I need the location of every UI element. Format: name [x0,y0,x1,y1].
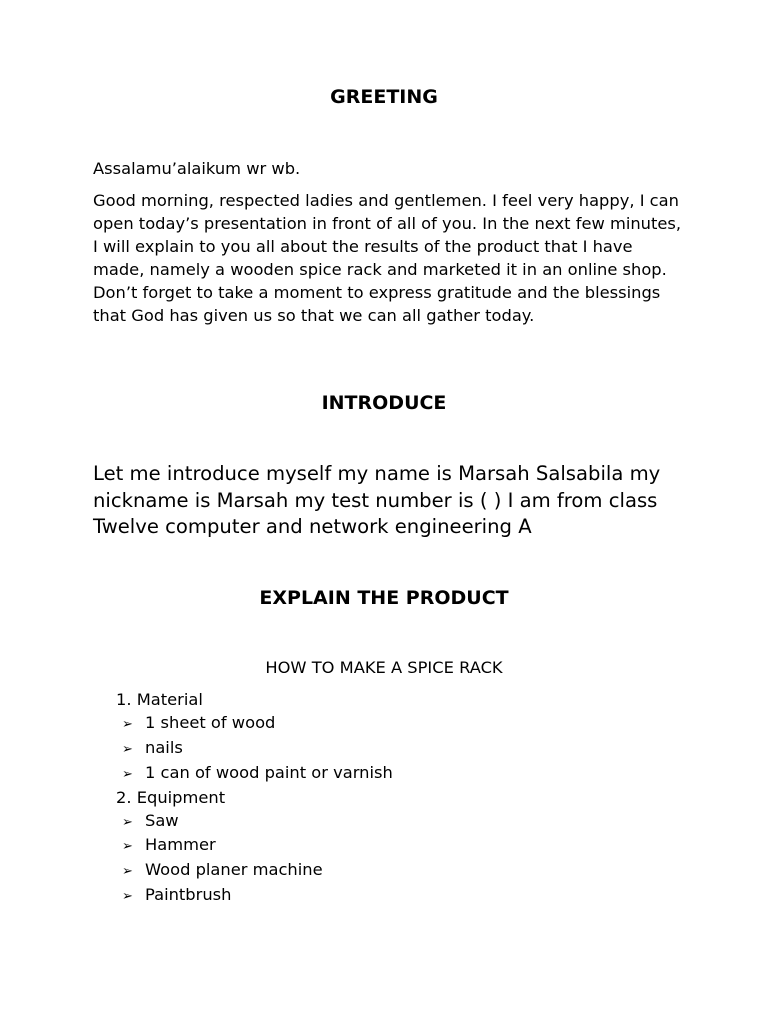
arrow-bullet-icon: ➢ [122,741,133,757]
arrow-bullet-icon: ➢ [122,766,133,782]
material-label: 1. Material [116,690,203,709]
list-item-text: Paintbrush [145,885,232,905]
equipment-label: 2. Equipment [116,787,226,807]
list-item [116,834,393,859]
list-item [116,859,393,884]
list-item-text: Wood planer machine [145,860,323,880]
greeting-heading: GREETING [330,86,438,108]
introduce-paragraph: Let me introduce myself my name is Marsah Salsabila my nickname is Marsah my test number is ( ) I am from class Twelve computer and network engineering A [93,462,661,538]
list-item-text: Saw [145,810,179,830]
list-item [116,884,393,909]
list-item [116,762,393,787]
list-item [116,737,393,762]
explain-product-heading: EXPLAIN THE PRODUCT [259,587,509,609]
arrow-bullet-icon: ➢ [122,814,133,830]
arrow-bullet-icon: ➢ [122,839,133,855]
list-item-text: 1 sheet of wood [145,712,276,732]
materials-equipment-list [116,689,393,909]
list-item-text: Hammer [145,835,216,855]
list-item [116,810,393,835]
salutation-text: Assalamu’alaikum wr wb. [93,159,301,178]
greeting-paragraph: Good morning, respected ladies and gentlemen. I feel very happy, I can open today’s presentation in front of all of you. In the next few minutes, I will explain to you all about the results of the product that I have made, namely a wooden spice rack and marketed it in an online shop. Don’t forget to take a moment to express gratitude and the blessings that God has given us so that we can all gather today. [93,191,682,325]
list-item [116,712,393,737]
list-item-text: nails [145,737,183,757]
arrow-bullet-icon: ➢ [122,864,133,880]
list-item-text: 1 can of wood paint or varnish [145,762,393,782]
introduce-heading: INTRODUCE [321,392,447,414]
arrow-bullet-icon: ➢ [122,716,133,732]
arrow-bullet-icon: ➢ [122,889,133,905]
how-to-subheading: HOW TO MAKE A SPICE RACK [265,658,503,677]
